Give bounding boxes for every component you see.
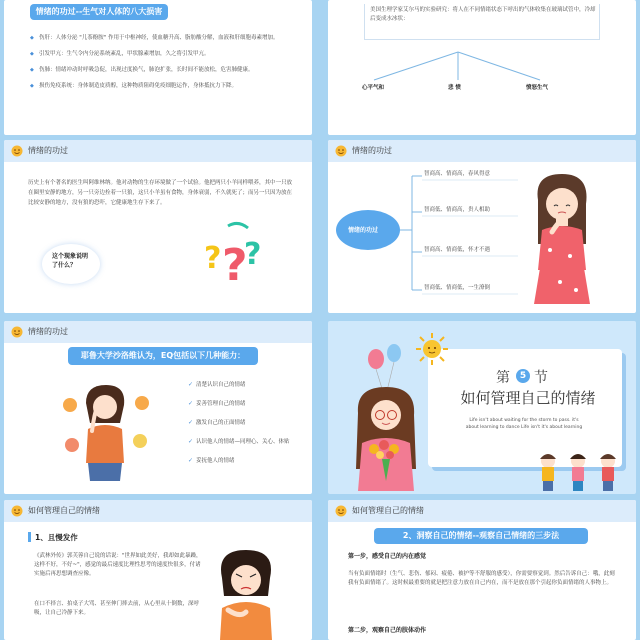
slide-pill-title: 耶鲁大学沙洛维认为，EQ包括以下几种能力： bbox=[68, 347, 258, 365]
branch-item: 智商高、情商高，春风得意 bbox=[424, 171, 491, 177]
damage-list bbox=[30, 34, 300, 98]
branch-item: 智商低、情商高，贵人相助 bbox=[424, 207, 491, 213]
sun-icon bbox=[414, 331, 450, 367]
slide-title: 情绪的功过 bbox=[28, 327, 68, 336]
slide-header bbox=[4, 140, 312, 162]
center-label: 情绪的功过 bbox=[348, 227, 379, 234]
slide-section-cover[interactable] bbox=[328, 321, 636, 494]
list-item: ✓ 妥抚他人的情绪 bbox=[188, 457, 308, 465]
slide-eq-abilities[interactable] bbox=[4, 321, 312, 494]
svg-text:?: ? bbox=[222, 240, 248, 291]
step-paragraph: 当有负面情绪时（生气、悲伤、郁闷、疲倦、被护等不舒服的感受），你需要察觉到。然后告诉自己：哦，此刻我有负面情绪了。这时候最重要的就是把注意力放在自己内在，而不是放在那个引起你负面情绪的人事物上。 bbox=[348, 571, 615, 586]
slide-lamb-story[interactable] bbox=[4, 140, 312, 313]
slide-title: 如何管理自己的情绪 bbox=[28, 506, 100, 515]
node-sad: 悲 愤 bbox=[448, 85, 461, 91]
slide-anger-damage[interactable] bbox=[4, 0, 312, 135]
section-title: 如何管理自己的情绪 bbox=[460, 389, 596, 407]
smiley-icon bbox=[11, 145, 23, 157]
slide-title: 情绪的功过 bbox=[352, 146, 392, 155]
list-item: ◆ 伤肺：情绪冲动时呼吸急促，出现过度换气，肺泡扩张，长时间不能放松，危害肺健康。 bbox=[30, 66, 300, 74]
angry-woman-illustration bbox=[210, 548, 282, 640]
experiment-intro: 美国生理学家艾尔马的实验研究：将人在不同情绪状态下呼出的气体收集在玻璃试管中，冷却后变成水冰状： bbox=[370, 7, 596, 22]
paragraph: 在口不择言、拍桌子大骂、甚至伸门摔去前，从心里从十倒数，深呼吸，让自己冷静下来。 bbox=[34, 601, 200, 616]
section-number-badge: 5 bbox=[516, 369, 530, 383]
question-marks-icon bbox=[202, 220, 272, 292]
list-item: ✓ 清楚认识自己的情绪 bbox=[188, 381, 308, 389]
slide-dont-burst[interactable] bbox=[4, 500, 312, 640]
tree-lines bbox=[328, 0, 636, 135]
branch-item: 智商低、情商低，一生潦倒 bbox=[424, 285, 491, 291]
slide-pill-title: 2、洞察自己的情绪--观察自己情绪的三步法 bbox=[374, 528, 588, 544]
slide-pill-title: 情绪的功过--生气对人体的八大损害 bbox=[30, 4, 168, 20]
step-heading: 第二步，观察自己的肢体动作 bbox=[348, 627, 427, 634]
section-di: 第 bbox=[496, 370, 510, 386]
svg-text:?: ? bbox=[204, 241, 222, 276]
svg-text:?: ? bbox=[244, 237, 262, 272]
slide-title: 情绪的功过 bbox=[28, 146, 68, 155]
list-item: ◆ 伤肝：人体分泌 "儿茶酚胺" 作用于中枢神经，使血糖升高、脂肪酸分解，血液和肝细胞毒素增加。 bbox=[30, 34, 300, 42]
node-angry: 愤怒生气 bbox=[526, 85, 549, 91]
list-item: ✓ 激发自己的正面情绪 bbox=[188, 419, 308, 427]
slide-header bbox=[4, 500, 312, 522]
bubble-question: 这个现象说明了什么？ bbox=[52, 253, 89, 269]
stressed-woman-illustration bbox=[58, 379, 154, 483]
node-calm: 心平气和 bbox=[362, 85, 385, 91]
slide-breath-experiment[interactable] bbox=[328, 0, 636, 135]
ability-list bbox=[188, 381, 308, 476]
smiley-icon bbox=[11, 505, 23, 517]
slide-eq-iq-matrix[interactable] bbox=[328, 140, 636, 313]
section-jie: 节 bbox=[534, 370, 548, 386]
children-group-illustration bbox=[534, 449, 624, 493]
slide-header bbox=[4, 321, 312, 343]
list-item: ◆ 引发甲亢：生气令内分泌系统紊乱，甲状腺素增加，久之将引发甲亢。 bbox=[30, 50, 300, 58]
smiley-icon bbox=[11, 326, 23, 338]
slide-title: 如何管理自己的情绪 bbox=[352, 506, 424, 515]
section-heading: 1、且慢发作 bbox=[35, 533, 78, 542]
list-item: ◆ 损伤免疫系统：身体制造皮质醇，这种物质阻碍免疫细胞运作，身体抵抗力下降。 bbox=[30, 82, 300, 90]
slide-header bbox=[328, 500, 636, 522]
smiley-icon bbox=[335, 505, 347, 517]
heading-accent bbox=[28, 532, 31, 542]
section-quote: Life isn't about waiting for the storm to pass. it's about learning to dance Life isn't it's about learning bbox=[465, 418, 583, 430]
girl-with-flowers-illustration bbox=[344, 383, 428, 491]
step-heading: 第一步，感受自己的内在感觉 bbox=[348, 553, 427, 560]
slide-observe-emotion[interactable] bbox=[328, 500, 636, 640]
list-item: ✓ 妥善管理自己的情绪 bbox=[188, 400, 308, 408]
branch-item: 智商高、情商低，怀才不遇 bbox=[424, 247, 491, 253]
thinking-girl-illustration bbox=[524, 170, 600, 308]
paragraph: 《武林外传》郭芙蓉自己说的话说："世界如此美好，我却如此暴躁，这样不好，不好~"，感觉的最后速度比理性思考的速度快很多，付诸实施后再思想调查应像。 bbox=[34, 553, 202, 577]
story-body: 历史上有个著名的医生叫阿维林纳。他对动物的生存环境做了一个试验。他把两只小羊同样喂养，其中一只放在圈里安静的地方，另一只旁边拴着一只狼，这只小羊虽有食物，身体衰弱，不久就死了；而另一只因为放在比较安静的地方，没有狼的恐吓，它健康地生存下来了。 bbox=[28, 180, 293, 206]
list-item: ✓ 认识他人的情绪—同理心、关心、体贴 bbox=[188, 438, 308, 446]
